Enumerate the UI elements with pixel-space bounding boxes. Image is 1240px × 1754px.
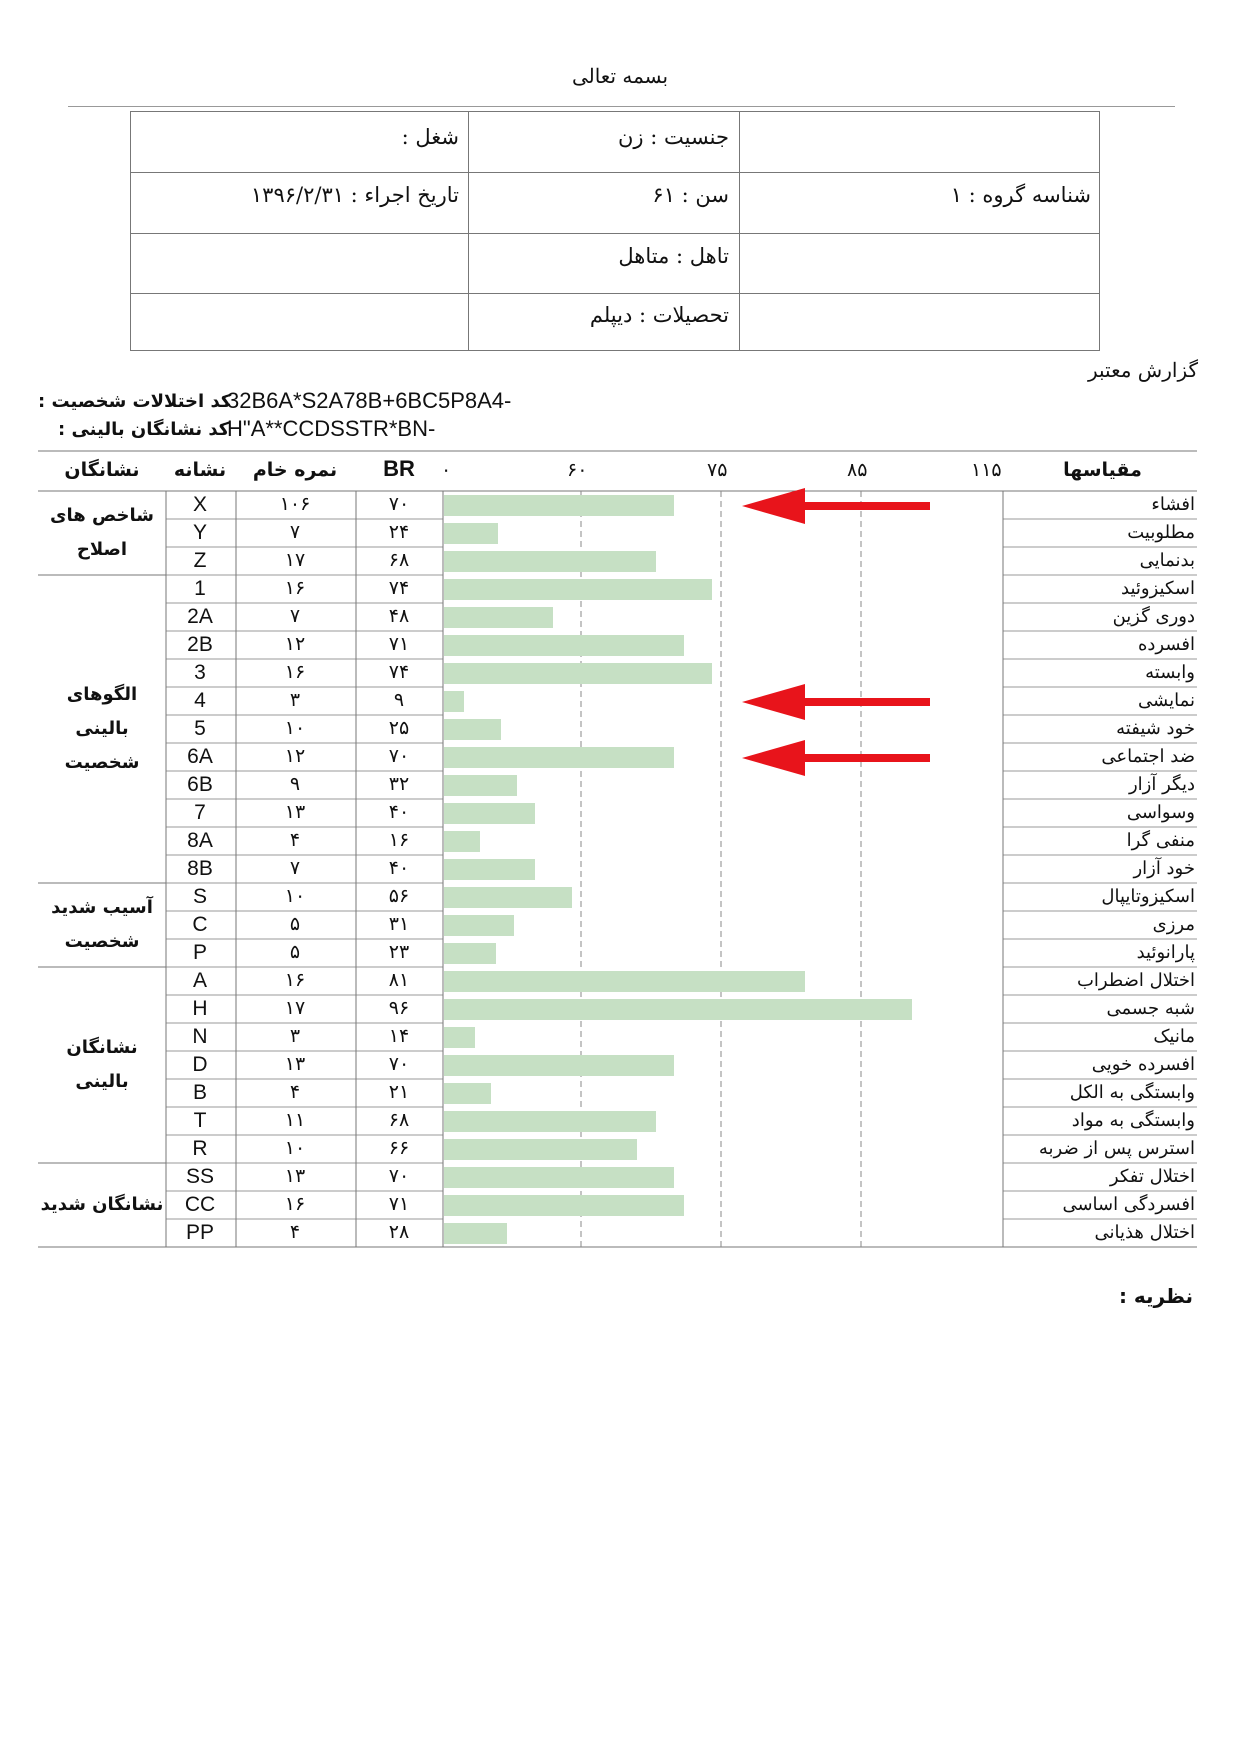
scale-label: مطلوبیت [1127,522,1195,543]
scale-code: 1 [194,577,206,600]
br-score: ۷۰ [388,745,410,767]
raw-score: ۱۶ [284,577,306,599]
br-bar [444,943,496,964]
raw-score: ۵ [289,913,301,935]
scale-label: استرس پس از ضربه [1038,1138,1195,1159]
br-score: ۴۰ [388,801,410,823]
br-score: ۵۶ [388,885,410,907]
scale-label: اختلال اضطراب [1076,970,1195,991]
scale-code: N [192,1025,208,1048]
br-bar [444,1055,674,1076]
br-score: ۱۴ [388,1025,410,1047]
br-score: ۴۰ [388,857,410,879]
br-bar [444,859,535,880]
scale-label: افشاء [1151,494,1195,515]
br-score: ۷۰ [388,493,410,515]
clinical-code-value: H"A**CCDSSTR*BN- [227,416,436,441]
raw-score: ۷ [289,521,301,543]
personality-code-label: کد اختلالات شخصیت : [38,391,232,412]
occupation-field: شغل : [401,125,459,149]
scale-code: 3 [194,661,206,684]
axis-tick-label: ۰ [441,459,452,481]
scale-label: وابسته [1145,662,1195,683]
header-code: نشانه [173,459,227,481]
scale-code: 6A [187,745,213,768]
syndrome-group-label: نشانگان بالینی [66,1037,138,1093]
br-score: ۷۴ [388,577,410,599]
scale-label: دوری گزین [1112,606,1195,627]
br-bar [444,831,480,852]
br-score: ۴۸ [388,605,410,627]
scale-label: شبه جسمی [1106,998,1195,1019]
document-title: بسمه تعالی [571,64,669,88]
scale-code: PP [185,1221,214,1244]
br-score: ۹ [393,689,405,711]
br-score: ۲۵ [388,717,410,739]
scale-code: T [193,1109,207,1132]
br-bar [444,803,535,824]
br-bar [444,999,912,1020]
scale-code: Y [192,521,207,544]
br-score: ۷۱ [388,633,410,655]
scale-label: وابستگی به الکل [1069,1082,1195,1103]
raw-score: ۱۶ [284,969,306,991]
br-score: ۷۴ [388,661,410,683]
scale-label: مانیک [1153,1026,1195,1047]
scale-label: ضد اجتماعی [1101,746,1195,767]
scale-label: دیگر آزار [1128,774,1195,795]
br-bar [444,1167,674,1188]
br-bar [444,1027,475,1048]
br-score: ۲۱ [388,1081,410,1103]
raw-score: ۷ [289,857,301,879]
raw-score: ۴ [289,1081,301,1103]
scale-label: وسواسی [1126,802,1195,823]
highlight-arrow [742,740,930,776]
header-br: BR [383,456,415,481]
raw-score: ۱۶ [284,1193,306,1215]
raw-score: ۱۰۶ [279,493,311,515]
marital-field: تاهل : متاهل [618,244,729,268]
scale-code: CC [184,1193,216,1216]
scale-code: 2A [187,605,213,628]
header-syndromes: نشانگان [64,459,140,481]
raw-score: ۱۷ [284,549,306,571]
opinion-label: نظریه : [1118,1284,1193,1308]
br-score: ۷۰ [388,1165,410,1187]
scale-code: 8B [187,857,213,880]
axis-tick-label: ۱۱۵ [971,459,1002,481]
scale-code: B [192,1081,207,1104]
clinical-code-label: کد نشانگان بالینی : [58,419,230,440]
raw-score: ۱۰ [284,1137,306,1159]
raw-score: ۱۳ [284,1053,306,1075]
scale-code: H [192,997,208,1020]
scale-code: S [192,885,207,908]
br-score: ۸۱ [388,969,410,991]
scale-label: پارانوئید [1136,942,1195,963]
br-bar [444,495,674,516]
br-bar [444,1139,637,1160]
br-bar [444,1111,656,1132]
br-bar [444,971,805,992]
scale-code: A [192,969,207,992]
scale-code: 4 [194,689,206,712]
raw-score: ۵ [289,941,301,963]
scale-label: افسرده [1137,634,1195,655]
br-bar [444,523,498,544]
raw-score: ۱۳ [284,801,306,823]
br-bar [444,1223,507,1244]
br-bar [444,579,712,600]
scale-label: اختلال هذیانی [1094,1222,1195,1243]
gender-field: جنسیت : زن [618,125,729,149]
br-bar [444,663,712,684]
raw-score: ۹ [289,773,301,795]
scale-code: 8A [187,829,213,852]
br-score: ۲۳ [388,941,410,963]
br-bar [444,915,514,936]
scale-label: بدنمایی [1139,550,1195,571]
raw-score: ۷ [289,605,301,627]
br-score: ۳۱ [388,913,410,935]
br-score: ۳۲ [388,773,410,795]
br-bar [444,607,553,628]
br-bar [444,635,684,656]
scale-code: 6B [187,773,213,796]
br-score: ۲۸ [388,1221,410,1243]
raw-score: ۳ [289,1025,301,1047]
br-bar [444,691,464,712]
scale-code: D [192,1053,208,1076]
scale-code: Z [193,549,207,572]
raw-score: ۱۶ [284,661,306,683]
raw-score: ۳ [289,689,301,711]
highlight-arrow [742,684,930,720]
group-id-field: شناسه گروه : ۱ [950,183,1091,207]
br-score: ۷۱ [388,1193,410,1215]
personality-code-value: 32B6A*S2A78B+6BC5P8A4- [227,388,512,413]
raw-score: ۴ [289,1221,301,1243]
scale-code: R [192,1137,208,1160]
axis-tick-label: ۸۵ [847,459,868,481]
scale-code: 7 [194,801,206,824]
highlight-arrow [742,488,930,524]
br-bar [444,551,656,572]
syndrome-group-label: شاخص های اصلاح [50,505,154,561]
br-score: ۶۶ [388,1137,410,1159]
scale-label: نمایشی [1138,690,1195,711]
scale-label: اختلال تفکر [1109,1166,1195,1187]
br-score: ۱۶ [388,829,410,851]
header-raw-score: نمره خام [252,459,338,481]
valid-report-label: گزارش معتبر [1087,358,1198,382]
scale-label: وابستگی به مواد [1071,1110,1195,1131]
scale-code: C [192,913,208,936]
exec-date-field: تاریخ اجراء : ۱۳۹۶/۲/۳۱ [250,183,459,207]
br-score: ۹۶ [388,997,410,1019]
br-bar [444,719,501,740]
axis-tick-label: ۶۰ [567,459,588,481]
raw-score: ۱۰ [284,885,306,907]
raw-score: ۱۰ [284,717,306,739]
raw-score: ۱۳ [284,1165,306,1187]
age-field: سن : ۶۱ [652,183,729,207]
br-bar [444,775,517,796]
scale-label: اسکیزوئید [1121,578,1195,599]
scale-code: P [192,941,207,964]
scale-label: خود آزار [1133,858,1195,879]
raw-score: ۴ [289,829,301,851]
scale-label: افسردگی اساسی [1062,1194,1195,1215]
br-bar [444,1195,684,1216]
br-bar [444,1083,491,1104]
header-scales: مقیاسها [1063,459,1142,481]
br-score: ۶۸ [388,549,410,571]
raw-score: ۱۷ [284,997,306,1019]
raw-score: ۱۲ [284,633,306,655]
br-bar [444,747,674,768]
syndrome-group-label: نشانگان شدید [40,1194,164,1215]
br-score: ۶۸ [388,1109,410,1131]
education-field: تحصیلات : دیپلم [589,303,729,327]
axis-tick-label: ۷۵ [707,459,728,481]
scale-code: 5 [194,717,206,740]
scale-code: X [192,493,207,516]
scale-code: 2B [187,633,213,656]
scale-label: مرزی [1152,914,1195,935]
br-bar [444,887,572,908]
scale-label: منفی گرا [1126,830,1195,851]
br-score: ۲۴ [388,521,410,543]
br-score: ۷۰ [388,1053,410,1075]
raw-score: ۱۱ [284,1109,306,1131]
scale-label: خود شیفته [1116,718,1195,739]
scale-label: افسرده خویی [1091,1054,1195,1075]
raw-score: ۱۲ [284,745,306,767]
scale-label: اسکیزوتایپال [1101,886,1195,907]
syndrome-group-label: آسیب شدید شخصیت [51,897,153,953]
syndrome-group-label: الگوهای بالینی شخصیت [64,683,140,773]
scale-code: SS [185,1165,214,1188]
